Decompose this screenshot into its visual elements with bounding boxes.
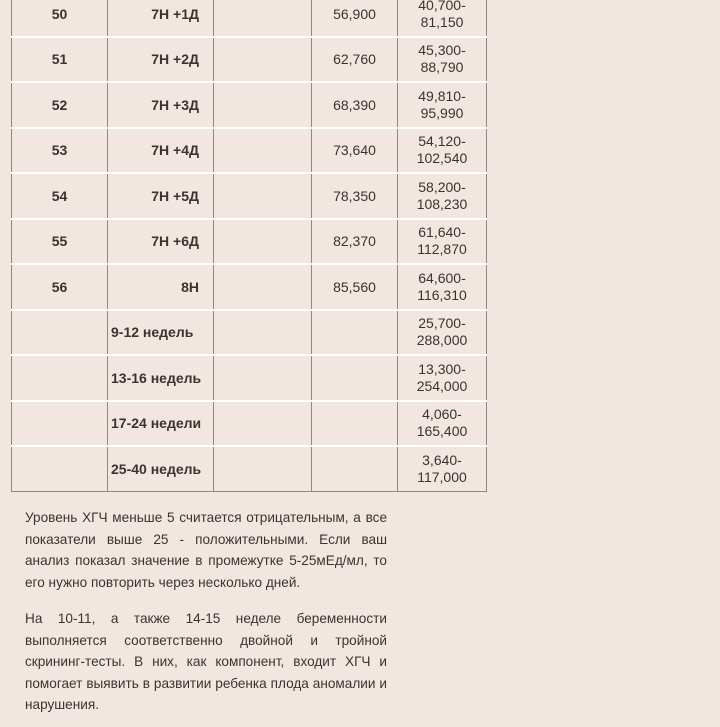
cell-day-number: 55 [12,219,108,265]
cell-empty [214,355,312,401]
cell-day-number [12,446,108,491]
range-lower: 49,810- [418,87,466,104]
cell-mean-value: 56,900 [312,0,398,37]
range-upper: 116,310 [417,286,467,303]
table-row [12,219,487,265]
cell-mean-value [312,401,398,447]
cell-term [108,401,214,447]
cell-day-number [12,355,108,401]
table-row [12,355,487,401]
cell-empty [214,128,312,174]
cell-term [108,0,214,37]
cell-range [398,0,487,37]
cell-empty [214,82,312,128]
cell-mean-value: 68,390 [312,82,398,128]
term-label: 25-40 недель [111,460,202,477]
cell-range [398,128,487,174]
cell-term [108,446,214,491]
range-upper: 165,400 [416,423,468,440]
range-lower: 25,700- [418,315,466,332]
term-label: 17-24 недели [111,415,202,432]
cell-mean-value: 73,640 [312,128,398,174]
range-lower: 54,120- [418,133,466,150]
range-lower: 40,700- [418,0,466,13]
range-lower: 13,300- [418,360,466,377]
range-lower: 58,200- [418,178,466,195]
cell-day-number [12,401,108,447]
cell-range [398,264,487,310]
term-label: 7Н +1Д [151,5,199,22]
cell-term [108,310,214,356]
cell-empty [214,0,312,37]
cell-day-number: 52 [12,82,108,128]
table-row [12,264,487,310]
cell-term [108,173,214,219]
cell-mean-value: 85,560 [312,264,398,310]
range-upper: 108,230 [416,195,468,212]
range-upper: 88,790 [420,59,464,76]
cell-term [108,219,214,265]
cell-mean-value [312,310,398,356]
cell-empty [214,37,312,83]
cell-mean-value: 62,760 [312,37,398,83]
term-label: 7Н +6Д [151,233,199,250]
range-upper: 112,870 [417,241,467,258]
range-upper: 95,990 [420,104,464,121]
paragraph-negative-positive: Уровень ХГЧ меньше 5 считается отрицательным, а все показатели выше 25 - положительными. Если ваш анализ показал значение в промежутке 5-25мЕд/мл, то его нужно повторить через несколько дней. [25,510,387,590]
cell-empty [214,173,312,219]
table-row [12,37,487,83]
term-label: 8Н [181,278,199,295]
range-lower: 61,640- [418,224,466,241]
cell-mean-value [312,446,398,491]
term-label: 13-16 недель [111,369,202,386]
cell-term [108,264,214,310]
cell-range [398,219,487,265]
table-row [12,401,487,447]
cell-term [108,37,214,83]
cell-range [398,401,487,447]
cell-term [108,355,214,401]
cell-day-number: 51 [12,37,108,83]
range-upper: 102,540 [416,150,468,167]
table-row [12,82,487,128]
cell-range [398,355,487,401]
cell-mean-value [312,355,398,401]
cell-day-number: 53 [12,128,108,174]
cell-empty [214,264,312,310]
cell-empty [214,310,312,356]
cell-range [398,173,487,219]
term-label: 7Н +4Д [151,142,199,159]
table-row [12,173,487,219]
hcg-norms-table [11,0,487,492]
term-label: 7Н +5Д [151,187,199,204]
table-row [12,310,487,356]
cell-day-number [12,310,108,356]
cell-empty [214,219,312,265]
range-upper: 288,000 [416,332,468,349]
cell-empty [214,446,312,491]
cell-range [398,310,487,356]
cell-term [108,128,214,174]
cell-range [398,82,487,128]
range-upper: 117,000 [417,468,467,485]
cell-mean-value: 82,370 [312,219,398,265]
cell-day-number: 50 [12,0,108,37]
cell-day-number: 56 [12,264,108,310]
term-label: 7Н +2Д [151,51,199,68]
table-row [12,128,487,174]
paragraph-screening: На 10-11, а также 14-15 неделе беременности выполняется соответственно двойной и тройной скрининг-тесты. В них, как компонент, входит ХГЧ и помогает выявить в развитии ребенка плода аномалии и нарушения. [25,611,387,712]
range-upper: 81,150 [420,13,464,30]
cell-mean-value: 78,350 [312,173,398,219]
table-row [12,446,487,491]
cell-day-number: 54 [12,173,108,219]
range-lower: 64,600- [418,269,466,286]
range-lower: 4,060- [422,406,462,423]
table-row [12,0,487,37]
cell-range [398,37,487,83]
cell-empty [214,401,312,447]
cell-term [108,82,214,128]
range-upper: 254,000 [416,377,468,394]
range-lower: 3,640- [422,451,462,468]
term-label: 7Н +3Д [151,96,199,113]
range-lower: 45,300- [418,42,466,59]
term-label: 9-12 недель [111,324,194,341]
table-body [12,0,487,491]
cell-range [398,446,487,491]
